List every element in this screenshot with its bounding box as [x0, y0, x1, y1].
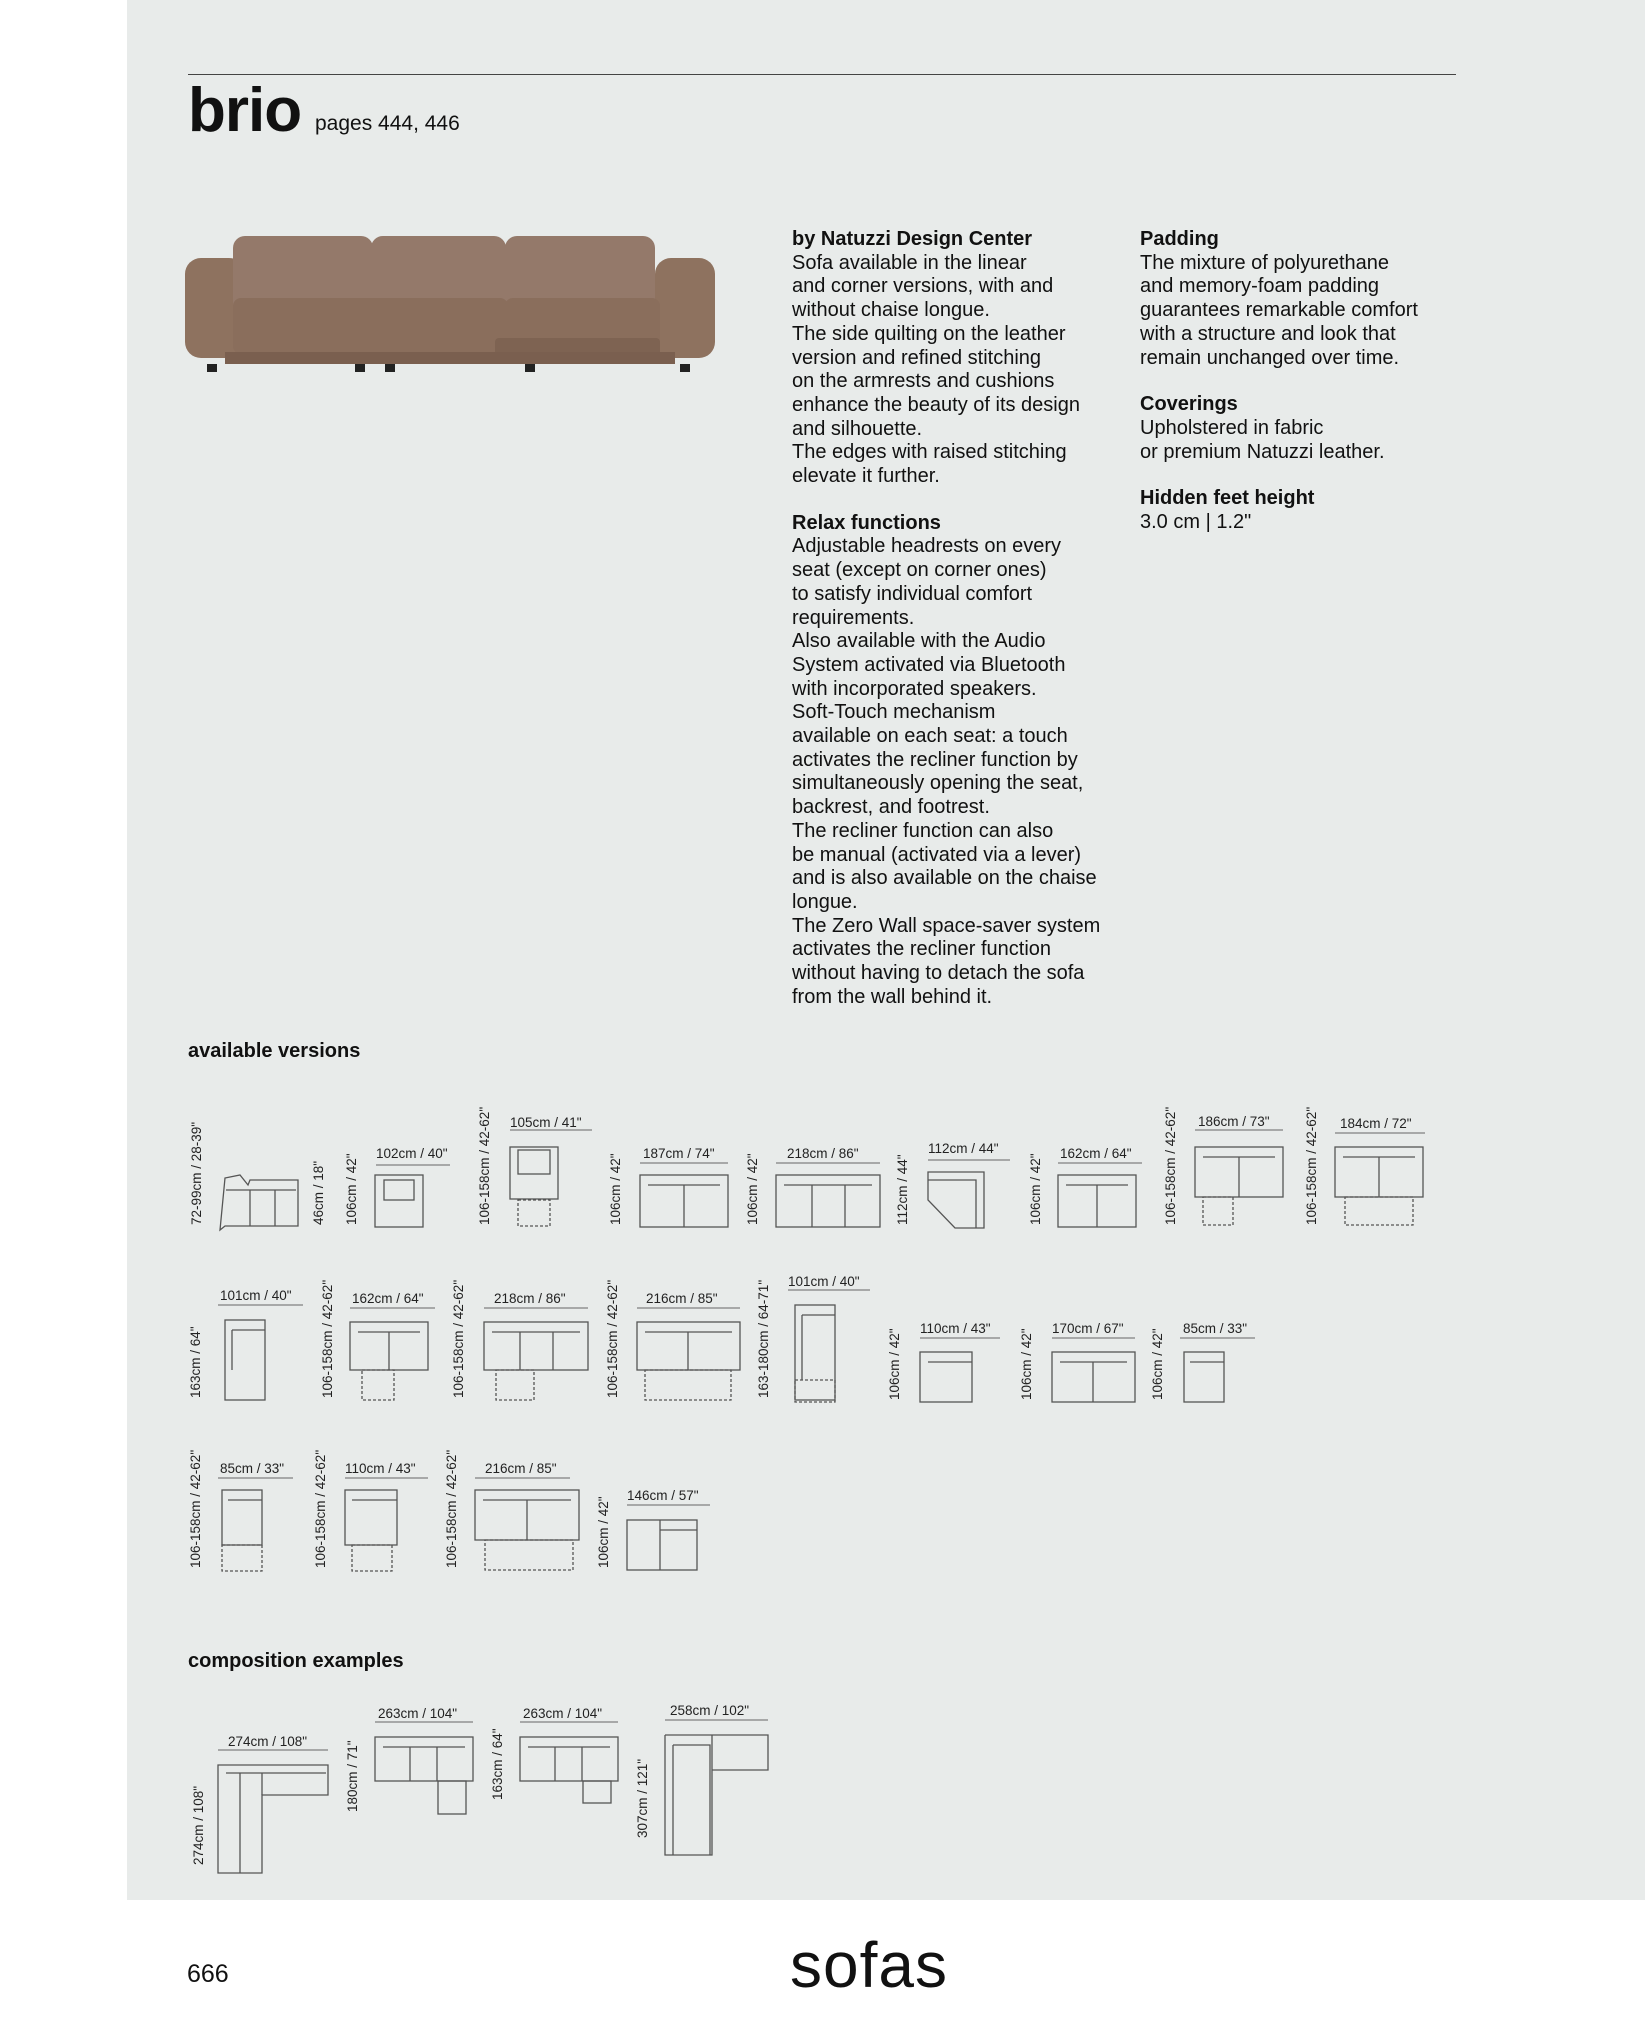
text-line: simultaneously opening the seat, — [792, 772, 1084, 795]
dim-label: 146cm / 57" — [627, 1488, 699, 1503]
text-line: activates the recliner function — [792, 938, 1052, 961]
dim-label: 163cm / 64" — [490, 1728, 505, 1800]
dim-label: 162cm / 64" — [352, 1291, 424, 1306]
text-line: and silhouette. — [792, 417, 923, 440]
text-line: Also available with the Audio — [792, 630, 1046, 653]
text-line: with incorporated speakers. — [792, 677, 1037, 700]
dim-label: 263cm / 104" — [378, 1706, 458, 1721]
text-line: System activated via Bluetooth — [792, 653, 1066, 676]
dim-label: 106-158cm / 42-62" — [605, 1279, 620, 1398]
dim-label: 110cm / 43" — [920, 1321, 991, 1336]
dim-label: 274cm / 108" — [228, 1734, 308, 1749]
text-line: or premium Natuzzi leather. — [1140, 440, 1385, 463]
dim-label: 106-158cm / 42-62" — [188, 1449, 203, 1568]
dim-label: 106cm / 42" — [596, 1496, 611, 1568]
text-line: The mixture of polyurethane — [1140, 251, 1390, 274]
dim-label: 216cm / 85" — [646, 1291, 718, 1306]
dim-label: 46cm / 18" — [311, 1160, 326, 1225]
text-line: and is also available on the chaise — [792, 867, 1097, 890]
section-heading: Relax functions — [792, 511, 941, 534]
text-line: guarantees remarkable comfort — [1140, 299, 1418, 322]
dim-label: 163-180cm / 64-71" — [756, 1279, 771, 1398]
dim-label: 106-158cm / 42-62" — [451, 1279, 466, 1398]
text-line: to satisfy individual comfort — [792, 582, 1033, 605]
dim-label: 106cm / 42" — [1150, 1328, 1165, 1400]
text-line: without having to detach the sofa — [792, 962, 1085, 985]
dim-label: 106cm / 42" — [745, 1153, 760, 1225]
text-line: The recliner function can also — [792, 819, 1054, 842]
text-line: seat (except on corner ones) — [792, 559, 1047, 582]
page-references: pages 444, 446 — [315, 112, 460, 135]
dim-label: 162cm / 64" — [1060, 1146, 1132, 1161]
dim-label: 307cm / 121" — [635, 1758, 650, 1838]
dim-label: 163cm / 64" — [188, 1326, 203, 1398]
dim-label: 102cm / 40" — [376, 1146, 448, 1161]
dim-label: 106cm / 42" — [1019, 1328, 1034, 1400]
text-line: on the armrests and cushions — [792, 370, 1055, 393]
text-line: The Zero Wall space-saver system — [792, 914, 1101, 937]
text-line: be manual (activated via a lever) — [792, 843, 1082, 866]
dim-label: 106-158cm / 42-62" — [1163, 1106, 1178, 1225]
dim-label: 184cm / 72" — [1340, 1116, 1412, 1131]
text-line: version and refined stitching — [792, 346, 1042, 369]
text-line: and corner versions, with and — [792, 275, 1054, 298]
dim-label: 106-158cm / 42-62" — [477, 1106, 492, 1225]
composition-examples-heading: composition examples — [188, 1650, 404, 1672]
page-number: 666 — [187, 1960, 229, 1988]
dim-label: 101cm / 40" — [788, 1274, 860, 1289]
section-heading: Coverings — [1140, 393, 1238, 416]
section-heading: Padding — [1140, 228, 1219, 250]
dim-label: 187cm / 74" — [643, 1146, 715, 1161]
dim-label: 105cm / 41" — [510, 1115, 582, 1130]
dim-label: 106cm / 42" — [1028, 1153, 1043, 1225]
dim-label: 101cm / 40" — [220, 1288, 292, 1303]
dim-label: 106-158cm / 42-62" — [313, 1449, 328, 1568]
text-line: elevate it further. — [792, 465, 940, 488]
text-line: 3.0 cm | 1.2" — [1140, 511, 1252, 534]
text-line: The side quilting on the leather — [792, 322, 1066, 345]
section-heading: by Natuzzi Design Center — [792, 228, 1033, 250]
text-line: requirements. — [792, 606, 915, 629]
dim-label: 106-158cm / 42-62" — [1304, 1106, 1319, 1225]
section-heading: Hidden feet height — [1140, 487, 1315, 510]
dim-label: 112cm / 44" — [895, 1154, 910, 1225]
dim-label: 274cm / 108" — [191, 1785, 206, 1865]
dim-label: 106cm / 42" — [608, 1153, 623, 1225]
dim-label: 263cm / 104" — [523, 1706, 603, 1721]
available-versions-heading: available versions — [188, 1040, 361, 1062]
text-line: and memory-foam padding — [1140, 275, 1380, 298]
product-title: brio — [188, 76, 302, 145]
category-footer: sofas — [790, 1929, 948, 2001]
dim-label: 106cm / 42" — [344, 1153, 359, 1225]
text-line: from the wall behind it. — [792, 985, 993, 1008]
dim-label: 112cm / 44" — [928, 1141, 999, 1156]
text-line: without chaise longue. — [792, 299, 990, 322]
dim-label: 170cm / 67" — [1052, 1321, 1124, 1336]
text-line: Upholstered in fabric — [1140, 416, 1324, 439]
text-line: Adjustable headrests on every — [792, 535, 1062, 558]
dim-label: 216cm / 85" — [485, 1461, 557, 1476]
dim-label: 85cm / 33" — [220, 1461, 285, 1476]
dim-label: 218cm / 86" — [787, 1146, 859, 1161]
text-line: Soft-Touch mechanism — [792, 701, 996, 724]
dim-label: 85cm / 33" — [1183, 1321, 1248, 1336]
text-line: with a structure and look that — [1140, 322, 1396, 345]
text-line: backrest, and footrest. — [792, 796, 990, 819]
dim-label: 106cm / 42" — [887, 1328, 902, 1400]
dim-label: 180cm / 71" — [345, 1740, 360, 1812]
dim-label: 218cm / 86" — [494, 1291, 566, 1306]
text-line: The edges with raised stitching — [792, 441, 1067, 464]
dim-label: 106-158cm / 42-62" — [444, 1449, 459, 1568]
text-line: enhance the beauty of its design — [792, 393, 1080, 416]
text-line: longue. — [792, 890, 858, 913]
dim-label: 110cm / 43" — [345, 1461, 416, 1476]
dim-label: 106-158cm / 42-62" — [320, 1279, 335, 1398]
dim-label: 186cm / 73" — [1198, 1114, 1270, 1129]
dim-label: 72-99cm / 28-39" — [189, 1121, 204, 1225]
dim-label: 258cm / 102" — [670, 1703, 750, 1718]
text-line: available on each seat: a touch — [792, 725, 1068, 748]
text-line: Sofa available in the linear — [792, 251, 1027, 274]
text-line: remain unchanged over time. — [1140, 346, 1400, 369]
text-line: activates the recliner function by — [792, 748, 1078, 771]
